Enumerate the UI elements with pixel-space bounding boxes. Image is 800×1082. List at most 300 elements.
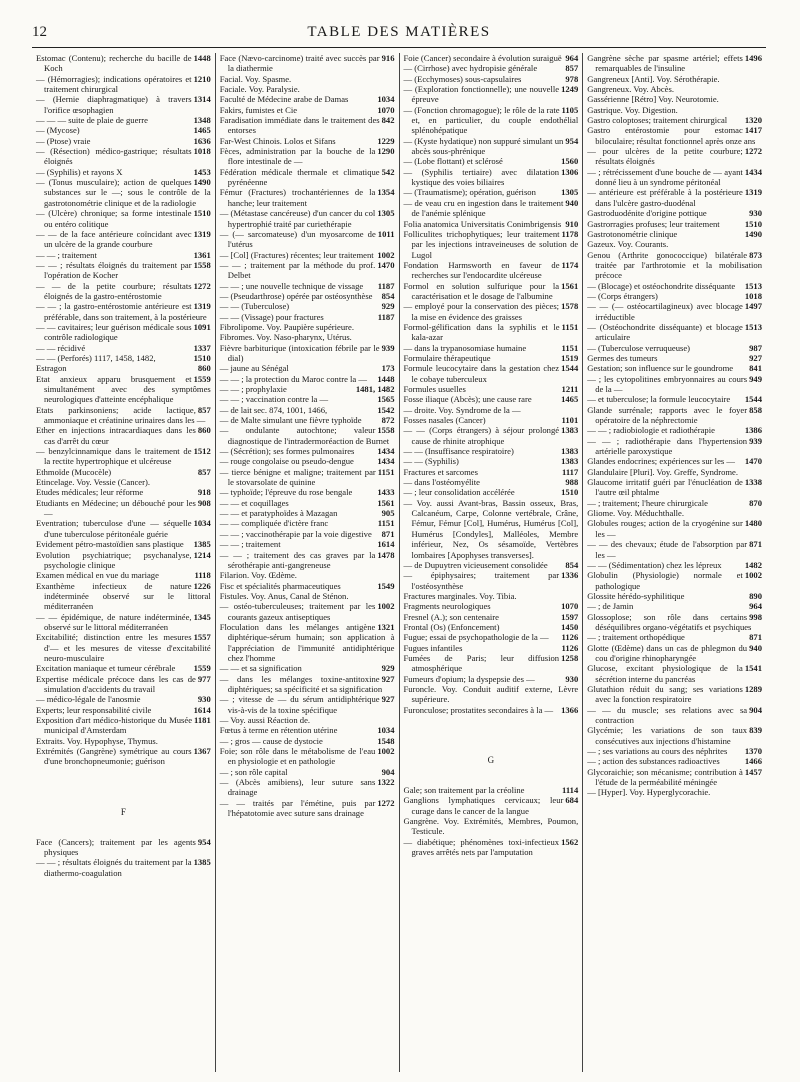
- index-entry: [36, 715, 211, 736]
- entry-text: — de lait sec. 874, 1001, 1466,: [219, 404, 328, 415]
- index-entry: [587, 374, 762, 395]
- entry-text: — (Corps étrangers): [587, 290, 658, 301]
- index-entry: [404, 187, 579, 197]
- entry-page-ref: 841: [749, 363, 762, 374]
- index-entry: [220, 281, 395, 291]
- entry-text: — ; les cytopolitines embryonnaires au cours de la —: [587, 373, 748, 394]
- entry-page-ref: 1314: [193, 94, 211, 105]
- entry-text: Glycémie; les variations de son taux consécutives aux injections d'histamine: [587, 725, 748, 746]
- entry-page-ref: 1034: [193, 518, 211, 529]
- entry-page-ref: 1386: [744, 425, 762, 436]
- entry-page-ref: 1510: [193, 352, 211, 363]
- entry-text: Gangrène sèche par spasme artériel; effets remarquables de l'insuline: [587, 53, 743, 74]
- index-entry: [220, 301, 395, 311]
- index-entry: [587, 250, 762, 281]
- entry-page-ref: 940: [565, 197, 579, 208]
- index-entry: [404, 363, 579, 384]
- entry-text: — de Dupuytren vicieusement consolidée: [403, 559, 548, 570]
- entry-text: — — (Corps étrangers) à séjour prolongé cause de rhinite atrophique: [403, 425, 560, 446]
- index-entry: [587, 363, 762, 373]
- entry-page-ref: 1448: [193, 53, 211, 63]
- index-entry: [220, 312, 395, 322]
- entry-page-ref: 929: [381, 663, 395, 674]
- index-entry: [220, 187, 395, 208]
- entry-text: Gastrorragies profuses; leur traitement: [587, 218, 720, 229]
- index-entry: [36, 250, 211, 260]
- entry-page-ref: 1465: [561, 394, 579, 405]
- entry-text: — antérieure est préférable à la postérieure dans l'ulcère gastro-duodénal: [587, 187, 743, 208]
- index-entry: [220, 384, 395, 394]
- index-entry: [36, 498, 211, 519]
- index-entry: [587, 167, 762, 188]
- entry-page-ref: 1366: [561, 704, 579, 715]
- entry-page-ref: 1562: [561, 836, 579, 847]
- entry-text: — ; gros — cause de dystocie: [219, 735, 323, 746]
- index-entry: [220, 487, 395, 497]
- entry-page-ref: 904: [381, 766, 395, 777]
- index-entry: [220, 715, 395, 725]
- entry-page-ref: 1322: [377, 777, 395, 788]
- entry-text: — droite. Voy. Syndrome de la —: [403, 404, 521, 415]
- index-entry: [36, 405, 211, 426]
- entry-text: Germes des tumeurs: [587, 352, 658, 363]
- entry-text: — (Cirrhose) avec hydropisie générale: [403, 63, 538, 74]
- entry-page-ref: 1211: [561, 384, 579, 394]
- index-entry: [587, 425, 762, 435]
- entry-text: — — et paratyphoïdes à Mazagan: [219, 508, 338, 519]
- entry-page-ref: 1448: [377, 373, 395, 384]
- entry-text: Glandulaire [Pluri]. Voy. Greffe, Syndrome.: [587, 466, 739, 477]
- index-entry: [587, 498, 762, 508]
- entry-page-ref: 929: [381, 301, 395, 312]
- entry-page-ref: 1541: [744, 663, 762, 674]
- entry-text: Evidement pétro-mastoïdien sans plastique: [36, 539, 184, 550]
- entry-page-ref: 927: [381, 673, 395, 684]
- index-entry: [404, 795, 579, 816]
- index-entry: [404, 322, 579, 343]
- index-entry: [36, 74, 211, 95]
- index-entry: [220, 332, 395, 342]
- index-entry: [36, 550, 211, 571]
- entry-text: Foie; son rôle dans le métabolisme de l'eau en physiologie et en pathologie: [219, 746, 376, 767]
- entry-page-ref: 1544: [561, 363, 579, 374]
- entry-page-ref: 1383: [561, 425, 579, 436]
- index-entry: [220, 105, 395, 115]
- entry-page-ref: 857: [197, 404, 211, 415]
- entry-page-ref: 1018: [744, 290, 762, 301]
- entry-text: Etudes médicales; leur réforme: [36, 487, 144, 498]
- index-column-2: [216, 53, 400, 1072]
- entry-page-ref: 1548: [377, 735, 395, 746]
- entry-text: Fèces, administration par la bouche de la flore intestinale de —: [219, 146, 376, 167]
- entry-text: Glotte (Œdème) dans un cas de phlegmon du cou d'origine rhinopharyngée: [587, 642, 748, 663]
- index-entry: [36, 570, 211, 580]
- entry-page-ref: 857: [565, 63, 579, 74]
- index-entry: [404, 156, 579, 166]
- entry-text: — ostéo-tuberculeuses; traitement par les courants gazeux antiseptiques: [219, 601, 376, 622]
- index-entry: [404, 477, 579, 487]
- entry-text: Glossite hérédo-syphilitique: [587, 590, 685, 601]
- entry-page-ref: 542: [381, 166, 395, 177]
- index-entry: [404, 705, 579, 715]
- index-entry: [36, 857, 211, 878]
- index-entry: [36, 632, 211, 663]
- index-entry: [404, 167, 579, 188]
- entry-text: — (Pseudarthrose) opérée par ostéosynthèse: [219, 290, 373, 301]
- entry-text: Fractures et sarcomes: [403, 466, 478, 477]
- index-entry: [36, 343, 211, 353]
- index-entry: [220, 694, 395, 715]
- entry-page-ref: 1320: [744, 115, 762, 126]
- index-entry: [587, 322, 762, 343]
- entry-text: Filarion. Voy. Œdème.: [219, 570, 297, 581]
- entry-text: Frontal (Os) (Enfoncement): [403, 621, 500, 632]
- entry-text: Glucose, excitant physiologique de la sécrétion interne du pancréas: [587, 663, 743, 684]
- entry-page-ref: 1383: [561, 446, 579, 457]
- entry-text: — diabétique; phénomènes toxi-infectieux graves arrêtés nets par l'amputation: [403, 836, 560, 858]
- entry-page-ref: 930: [197, 694, 211, 705]
- entry-page-ref: 1091: [193, 321, 211, 332]
- entry-text: — — ; vaccination contre la —: [219, 394, 329, 405]
- entry-page-ref: 1370: [744, 746, 762, 757]
- index-entry: [404, 487, 579, 497]
- index-entry: [220, 291, 395, 301]
- index-entry: [36, 446, 211, 467]
- index-entry: [587, 53, 762, 74]
- entry-text: Evolution psychiatrique; psychanalyse, psychologie clinique: [36, 549, 192, 570]
- index-entry: [404, 415, 579, 425]
- entry-page-ref: 940: [749, 642, 762, 653]
- index-entry: [36, 477, 211, 487]
- entry-page-ref: 839: [749, 725, 762, 736]
- entry-text: — ; ses variations au cours des néphrites: [587, 746, 728, 757]
- entry-text: — ; de Jamin: [587, 601, 634, 612]
- index-entry: [404, 136, 579, 157]
- entry-text: — de veau cru en ingestion dans le traitement de l'anémie splénique: [403, 197, 564, 219]
- index-entry: [404, 105, 579, 136]
- entry-text: — — des chevaux; étude de l'absorption par les —: [587, 539, 748, 560]
- entry-page-ref: 1636: [193, 135, 211, 146]
- entry-page-ref: 1305: [561, 187, 579, 198]
- entry-text: — (Kyste hydatique) non suppuré simulant un abcès sous-phrénique: [403, 135, 564, 157]
- header-rule: [32, 47, 766, 48]
- entry-page-ref: 1565: [377, 394, 395, 405]
- index-column-1: [32, 53, 216, 1072]
- entry-page-ref: 1272: [744, 146, 762, 157]
- entry-text: — jaune au Sénégal: [219, 363, 289, 374]
- index-entry: [220, 343, 395, 364]
- entry-text: — employé pour la conservation des pièces; la mise en évidence des graisses: [403, 301, 560, 322]
- entry-text: — (Fonction chromagogue); le rôle de la rate et, en particulier, du couple endothélial splénohépatique: [403, 104, 579, 136]
- index-entry: [36, 487, 211, 497]
- entry-text: Gestation; son influence sur le goundrome: [587, 363, 734, 374]
- entry-page-ref: 1018: [193, 146, 211, 157]
- entry-text: Gastro coloptoses; traitement chirurgical: [587, 115, 728, 126]
- entry-text: Glaucome irritatif guéri par l'énucléation de l'autre œil phtalme: [587, 477, 743, 498]
- entry-page-ref: 1544: [744, 394, 762, 405]
- entry-text: Formules usuelles: [403, 384, 466, 394]
- entry-page-ref: 1453: [193, 166, 211, 177]
- entry-text: Estomac (Contenu); recherche du bacille de Koch: [36, 53, 192, 74]
- entry-text: — ; traitement; l'heure chirurgicale: [587, 497, 708, 508]
- entry-text: Fumeurs d'opium; la dyspepsie des —: [403, 673, 535, 684]
- entry-text: Exposition d'art médico-historique du Musée municipal d'Amsterdam: [36, 715, 193, 736]
- entry-page-ref: 1002: [377, 601, 395, 612]
- entry-text: Gangreneux [Anti]. Voy. Sérothérapie.: [587, 73, 720, 84]
- index-entry: [220, 456, 395, 466]
- entry-text: — (Traumatisme); opération, guérison: [403, 187, 536, 198]
- entry-page-ref: 890: [749, 590, 762, 601]
- entry-page-ref: 1319: [193, 301, 211, 312]
- entry-page-ref: 1457: [744, 766, 762, 777]
- entry-page-ref: 1578: [561, 301, 579, 312]
- entry-page-ref: 1105: [561, 104, 579, 115]
- entry-page-ref: 1385: [193, 539, 211, 550]
- entry-text: — — ; la protection du Maroc contre la —: [219, 373, 367, 384]
- entry-text: Furoncle. Voy. Conduit auditif externe, Lèvre supérieure.: [403, 683, 579, 705]
- entry-text: Gassérienne [Rétro] Voy. Neurotomie.: [587, 94, 719, 105]
- index-entry: [36, 581, 211, 612]
- index-entry: [587, 612, 762, 633]
- entry-page-ref: 1614: [193, 704, 211, 715]
- entry-text: Extrémités (Gangrène) symétrique au cours d'une bronchopneumonie; guérison: [36, 746, 192, 767]
- index-entry: [404, 560, 579, 570]
- entry-text: — — de la petite courbure; résultats éloignés de la gastro-entérostomie: [36, 280, 192, 301]
- index-entry: [220, 250, 395, 260]
- index-entry: [404, 498, 579, 560]
- entry-text: Glycoraichie; son mécanisme; contribution à l'étude de la perméabilité méningée: [587, 766, 743, 788]
- entry-text: — (Résection) médico-gastrique; résultats éloignés: [36, 146, 192, 167]
- index-entry: [220, 53, 395, 74]
- entry-text: Excitabilité; distinction entre les mesures d'— et les mesures de vitesse d'excitabilité neuro-musculaire: [36, 632, 211, 663]
- index-entry: [220, 146, 395, 167]
- entry-text: Formulaire thérapeutique: [403, 352, 491, 363]
- index-entry: [36, 736, 211, 746]
- entry-text: — — ; traitement des cas graves par la sérothérapie anti-gangreneuse: [219, 549, 376, 570]
- entry-page-ref: 1187: [377, 311, 395, 322]
- index-entry: [220, 394, 395, 404]
- entry-page-ref: 1490: [193, 177, 211, 188]
- index-entry: [587, 570, 762, 591]
- entry-text: Glossoplose; son rôle dans certains déséquilibres organo-végétatifs et psychiques: [587, 611, 752, 632]
- entry-text: Gangrène. Voy. Extrémités, Membres, Poumon, Testicule.: [403, 816, 579, 837]
- index-entry: [587, 539, 762, 560]
- index-entry: [587, 208, 762, 218]
- entry-page-ref: 1558: [377, 425, 395, 436]
- entry-text: — — ; la gastro-entérostomie antérieure est préférable, dans son traitement, à la postérieure: [36, 301, 207, 322]
- entry-page-ref: 1558: [193, 259, 211, 270]
- entry-text: — — récidivé: [36, 342, 86, 353]
- entry-text: — Voy. aussi Réaction de.: [219, 715, 311, 725]
- entry-text: Foie (Cancer) secondaire à évolution suraiguë: [403, 53, 562, 63]
- entry-text: Experts; leur responsabilité civile: [36, 704, 152, 715]
- entry-text: Extraits. Voy. Hypophyse, Thymus.: [36, 735, 158, 746]
- entry-page-ref: 954: [197, 836, 211, 847]
- entry-page-ref: 1510: [193, 208, 211, 219]
- entry-page-ref: 1348: [193, 115, 211, 126]
- index-entry: [587, 643, 762, 664]
- index-entry: [220, 570, 395, 580]
- entry-text: Estragon: [36, 363, 67, 374]
- entry-page-ref: 1367: [193, 746, 211, 757]
- entry-page-ref: 872: [381, 415, 395, 426]
- index-entry: [220, 777, 395, 798]
- section-letter: G: [487, 755, 495, 765]
- index-entry: [36, 663, 211, 673]
- page-title: TABLE DES MATIÈRES: [307, 24, 491, 40]
- entry-text: — typhoïde; l'épreuve du rose bengale: [219, 487, 353, 498]
- entry-text: — de Malte simulant une fièvre typhoïde: [219, 415, 362, 426]
- entry-text: Face (Cancers); traitement par les agents physiques: [36, 836, 196, 858]
- index-entry: [404, 53, 579, 63]
- entry-text: — — (Vissage) pour fractures: [219, 311, 324, 322]
- entry-text: — — et sa signification: [219, 663, 302, 674]
- index-entry: [220, 84, 395, 94]
- entry-page-ref: 1011: [377, 228, 395, 239]
- index-entry: [220, 94, 395, 104]
- entry-page-ref: 1214: [193, 549, 211, 560]
- entry-page-ref: 1034: [377, 725, 395, 736]
- entry-page-ref: 964: [749, 601, 762, 612]
- index-entry: [587, 343, 762, 353]
- index-entry: [404, 343, 579, 353]
- entry-page-ref: 1559: [193, 663, 211, 674]
- index-entry: [220, 229, 395, 250]
- entry-text: Gastro entérostomie pour estomac biloculaire; résultat fonctionnel après onze ans: [587, 125, 756, 146]
- entry-text: Fisc et spécialités pharmaceutiques: [219, 580, 341, 591]
- entry-text: Etat anxieux apparu brusquement et simultanément avec des symptômes neurologiques d'atteinte encéphalique: [36, 373, 211, 405]
- index-entry: [220, 167, 395, 188]
- index-entry: [404, 229, 579, 260]
- entry-page-ref: 871: [749, 632, 762, 643]
- index-entry: [404, 785, 579, 795]
- entry-page-ref: 1482: [744, 559, 762, 570]
- entry-text: Gliome. Voy. Méduchthalle.: [587, 508, 684, 519]
- index-entry: [36, 539, 211, 549]
- index-entry: [404, 643, 579, 653]
- entry-text: — — ; traitement: [36, 249, 97, 260]
- index-entry: [404, 684, 579, 705]
- index-entry: [404, 84, 579, 105]
- entry-text: — ; action des substances radioactives: [587, 756, 720, 767]
- entry-text: Eventration; tuberculose d'une — séquelle d'une tuberculose péritonéale guérie: [36, 518, 192, 539]
- index-entry: [587, 477, 762, 498]
- entry-text: Far-West Chinois. Lolos et Sifans: [219, 135, 336, 146]
- entry-page-ref: 1258: [561, 652, 579, 663]
- entry-page-ref: 998: [749, 611, 762, 622]
- entry-text: Glandes endocrines; expériences sur les —: [587, 456, 735, 467]
- entry-page-ref: 1151: [377, 518, 395, 529]
- entry-page-ref: 857: [197, 466, 211, 477]
- index-entry: [587, 663, 762, 684]
- entry-text: — Voy. aussi Avant-bras, Bassin osseux, Bras, Calcanéum, Carpe, Colonne vertébrale, Crâne, Fémur, Fémur [Col], Humérus, Humérus [Col], Humérus [Condyles], Malléoles, Membre inférieur, Nez, Os sésamoïde, Vertèbres lombaires [Apophyses transverses].: [403, 497, 579, 560]
- entry-page-ref: 1496: [744, 53, 762, 63]
- entry-page-ref: 904: [749, 704, 762, 715]
- index-entry: [587, 591, 762, 601]
- index-entry: [404, 74, 579, 84]
- entry-page-ref: 854: [381, 290, 395, 301]
- index-entry: [404, 570, 579, 591]
- entry-page-ref: 939: [381, 342, 395, 353]
- entry-text: Genou (Arthrite gonococcique) bilatérale traitée par l'arthrotomie et la mobilisation précoce: [587, 249, 762, 281]
- entry-text: — — (Insuffisance respiratoire): [403, 446, 514, 457]
- entry-page-ref: 1229: [377, 135, 395, 146]
- index-entry: [404, 281, 579, 302]
- entry-page-ref: 860: [197, 425, 211, 436]
- index-entry: [220, 518, 395, 528]
- entry-page-ref: 1002: [377, 746, 395, 757]
- entry-page-ref: 858: [749, 404, 762, 415]
- index-entry: [220, 425, 395, 446]
- entry-text: Fresnel (A.); son centenaire: [403, 611, 499, 622]
- entry-page-ref: 1490: [744, 228, 762, 239]
- entry-page-ref: 1321: [377, 621, 395, 632]
- index-entry: [220, 591, 395, 601]
- index-entry: [36, 260, 211, 281]
- entry-text: Faciale. Voy. Paralysie.: [219, 84, 300, 95]
- index-entry: [404, 301, 579, 322]
- entry-text: Gazeux. Voy. Courants.: [587, 239, 669, 250]
- index-entry: [36, 322, 211, 343]
- entry-page-ref: 1354: [377, 187, 395, 198]
- entry-page-ref: 1561: [377, 497, 395, 508]
- index-entry: [587, 125, 762, 146]
- entry-text: — rouge congolaise ou pseudo-dengue: [219, 456, 354, 467]
- entry-page-ref: 173: [381, 363, 395, 374]
- entry-page-ref: 1002: [377, 249, 395, 260]
- entry-page-ref: 916: [381, 53, 395, 63]
- entry-page-ref: 1470: [744, 456, 762, 467]
- entry-page-ref: 1597: [561, 611, 579, 622]
- entry-page-ref: 1513: [744, 280, 762, 291]
- index-entry: [220, 601, 395, 622]
- index-entry: [220, 208, 395, 229]
- entry-page-ref: 1126: [561, 632, 579, 643]
- entry-text: — (Blocage) et ostéochondrite disséquante: [587, 280, 736, 291]
- entry-text: — — (Perforés) 1117, 1458, 1482,: [36, 352, 156, 363]
- entry-text: — (Ecchymoses) sous-capsulaires: [403, 73, 522, 84]
- index-entry: [404, 219, 579, 229]
- entry-text: — ; rétrécissement d'une bouche de — ayant donné lieu à un syndrome péritonéal: [587, 166, 743, 188]
- entry-text: — [Hyper]. Voy. Hyperglycorachie.: [587, 787, 711, 798]
- entry-page-ref: 930: [749, 208, 762, 219]
- entry-text: Formule leucocytaire dans la gestation chez le cobaye tuberculeux: [403, 363, 560, 384]
- entry-text: — épiphysaires; traitement par l'ostéosynthèse: [403, 570, 560, 591]
- entry-text: — ; leur consolidation accélérée: [403, 487, 515, 498]
- entry-text: — (Syphilis) et rayons X: [36, 166, 123, 177]
- entry-text: — dans la trypanosomiase humaine: [403, 342, 527, 353]
- entry-text: Faculté de Médecine arabe de Damas: [219, 94, 349, 105]
- entry-page-ref: 1557: [193, 632, 211, 643]
- entry-page-ref: 1465: [193, 125, 211, 136]
- index-column-3: [400, 53, 584, 1072]
- entry-page-ref: 1126: [561, 642, 579, 653]
- entry-page-ref: 908: [197, 497, 211, 508]
- entry-page-ref: 1306: [561, 166, 579, 177]
- entry-page-ref: 870: [749, 497, 762, 508]
- entry-text: — (— sarcomateuse) d'un myosarcome de l'utérus: [219, 228, 376, 250]
- entry-text: Fistules. Voy. Anus, Canal de Sténon.: [219, 590, 349, 601]
- entry-text: — (Lobe flottant) et sclérosé: [403, 156, 503, 167]
- index-entry: [587, 456, 762, 466]
- index-entry: [587, 467, 762, 477]
- index-entry: [220, 415, 395, 425]
- entry-text: Gastrique. Voy. Digestion.: [587, 104, 678, 115]
- entry-text: Globulin (Physiologie) normale et pathologique: [587, 570, 743, 591]
- entry-page-ref: 1151: [561, 342, 579, 353]
- entry-page-ref: 871: [749, 539, 762, 550]
- entry-text: — (Hémorragies); indications opératoires et traitement chirurgical: [36, 73, 192, 95]
